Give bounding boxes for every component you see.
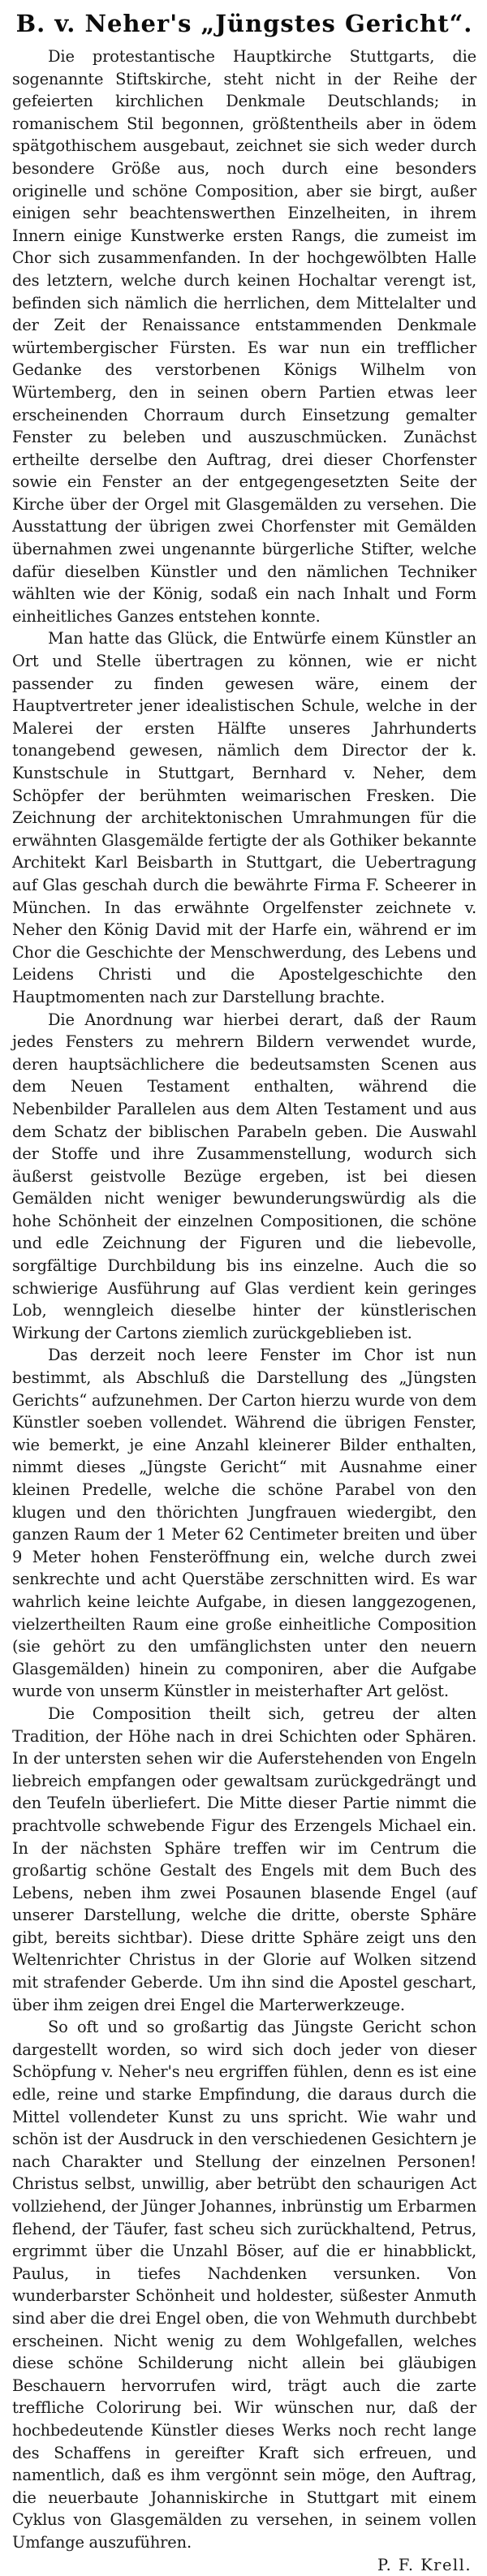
article-paragraph-2: Man hatte das Glück, die Entwürfe einem Künstler an Ort und Stelle übertragen zu können, wie er nicht passender zu finden gewesen wäre, einem der Hauptvertreter jener idealistischen Schule, welche in der Malerei der ersten Hälfte unseres Jahrhunderts tonangebend gewesen, nämlich dem Director der k. Kunstschule in Stuttgart, Bernhard v. Neher, dem Schöpfer der berühmten weimarischen Fresken. Die Zeichnung der architektonischen Umrahmungen für die erwähnten Glasgemälde fertigte der als Gothiker bekannte Architekt Karl Beisbarth in Stuttgart, die Uebertragung auf Glas geschah durch die bewährte Firma F. Scheerer in München. In das erwähnte Orgelfenster zeichnete v. Neher den König David mit der Harfe ein, während er im Chor die Geschichte der Menschwerdung, des Lebens und Leidens Christi und die Apostelgeschichte den Hauptmomenten nach zur Darstellung brachte. <box>12 627 476 1008</box>
article-paragraph-3: Die Anordnung war hierbei derart, daß der Raum jedes Fensters zu mehrern Bildern verwendet wurde, deren hauptsächlichere die bedeutsamsten Scenen aus dem Neuen Testament enthalten, während die Nebenbilder Parallelen aus dem Alten Testament und aus dem Schatz der biblischen Parabeln geben. Die Auswahl der Stoffe und ihre Zusammenstellung, wodurch sich äußerst geistvolle Bezüge ergeben, ist bei diesen Gemälden nicht weniger bewunderungswürdig als die hohe Schönheit der einzelnen Compositionen, die schöne und edle Zeichnung der Figuren und die liebevolle, sorgfältige Durchbildung bis ins einzelne. Auch die so schwierige Ausführung auf Glas verdient kein geringes Lob, wenngleich dieselbe hinter der künstlerischen Wirkung der Cartons ziemlich zurückgeblieben ist. <box>12 1009 476 1345</box>
article-paragraph-5: Die Composition theilt sich, getreu der alten Tradition, der Höhe nach in drei Schichten oder Sphären. In der untersten sehen wir die Auferstehenden von Engeln liebreich empfangen oder gewaltsam zurückgedrängt und den Teufeln überliefert. Die Mitte dieser Partie nimmt die prachtvolle schwebende Figur des Erzengels Michael ein. In der nächsten Sphäre treffen wir im Centrum die großartig schöne Gestalt des Engels mit dem Buch des Lebens, neben ihm zwei Posaunen blasende Engel (auf unserer Darstellung, welche die dritte, oberste Sphäre gibt, bereits sichtbar). Diese dritte Sphäre zeigt uns den Weltenrichter Christus in der Glorie auf Wolken sitzend mit strafender Geberde. Um ihn sind die Apostel geschart, über ihm zeigen drei Engel die Marterwerkzeuge. <box>12 1703 476 2016</box>
author-signature: P. F. Krell. <box>12 2554 476 2576</box>
article-title: B. v. Neher's „Jüngstes Gericht“. <box>12 10 476 37</box>
article-paragraph-1: Die protestantische Hauptkirche Stuttgarts, die sogenannte Stiftskirche, steht nicht in der Reihe der gefeierten kirchlichen Denkmale Deutschlands; in romanischem Stil begonnen, größtentheils aber in ödem spätgothischem ausgebaut, zeichnet sie sich weder durch besondere Größe aus, noch durch eine besonders originelle und schöne Composition, aber sie birgt, außer einigen sehr beachtenswerthen Einzelheiten, in ihrem Innern einige Kunstwerke ersten Rangs, die zumeist im Chor sich zusammenfanden. In der hochgewölbten Halle des letztern, welche durch keinen Hochaltar verengt ist, befinden sich nämlich die herrlichen, dem Mittelalter und der Zeit der Renaissance entstammenden Denkmale würtembergischer Fürsten. Es war nun ein trefflicher Gedanke des verstorbenen Königs Wilhelm von Würtemberg, den in seinen obern Partien etwas leer erscheinenden Chorraum durch Einsetzung gemalter Fenster zu beleben und auszuschmücken. Zunächst ertheilte derselbe den Auftrag, drei dieser Chorfenster sowie ein Fenster an der entgegengesetzten Seite der Kirche über der Orgel mit Glasgemälden zu versehen. Die Ausstattung der übrigen zwei Chorfenster mit Gemälden übernahmen zwei ungenannte bürgerliche Stifter, welche dafür dieselben Künstler und den nämlichen Techniker wählten wie der König, sodaß ein nach Inhalt und Form einheitliches Ganzes entstehen konnte. <box>12 45 476 627</box>
article-paragraph-4: Das derzeit noch leere Fenster im Chor ist nun bestimmt, als Abschluß die Darstellung des „Jüngsten Gerichts“ aufzunehmen. Der Carton hierzu wurde von dem Künstler soeben vollendet. Während die übrigen Fenster, wie bemerkt, je eine Anzahl kleinerer Bilder enthalten, nimmt dieses „Jüngste Gericht“ mit Ausnahme einer kleinen Predelle, welche die schöne Parabel von den klugen und den thörichten Jungfrauen wiedergibt, den ganzen Raum der 1 Meter 62 Centimeter breiten und über 9 Meter hohen Fensteröffnung ein, welche durch zwei senkrechte und acht Querstäbe zerschnitten wird. Es war wahrlich keine leichte Aufgabe, in diesen langgezogenen, vielzertheilten Raum eine große einheitliche Composition (sie gehört zu den umfänglichsten unter den neuern Glasgemälden) hinein zu componiren, aber die Aufgabe wurde von unserm Künstler in meisterhafter Art gelöst. <box>12 1344 476 1703</box>
article-paragraph-6: So oft und so großartig das Jüngste Gericht schon dargestellt worden, so wird sich doch jeder von dieser Schöpfung v. Neher's neu ergriffen fühlen, denn es ist eine edle, reine und starke Empfindung, die daraus durch die Mittel vollendeter Kunst zu uns spricht. Wie wahr und schön ist der Ausdruck in den verschiedenen Gesichtern je nach Charakter und Stellung der einzelnen Personen! Christus selbst, unwillig, aber betrübt den schaurigen Act vollziehend, der Jünger Johannes, inbrünstig um Erbarmen flehend, der Täufer, fast scheu sich zurückhaltend, Petrus, ergrimmt über die Unzahl Böser, auf die er hinabblickt, Paulus, in tiefes Nachdenken versunken. Von wunderbarster Schönheit und holdester, süßester Anmuth sind aber die drei Engel oben, die von Wehmuth durchbebt erscheinen. Nicht wenig zu dem Wohlgefallen, welches diese schöne Schilderung nicht allein bei gläubigen Beschauern hervorrufen wird, trägt auch die zarte treffliche Colorirung bei. Wir wünschen nur, daß der hochbedeutende Künstler dieses Werks noch recht lange des Schaffens in gereifter Kraft sich erfreuen, und namentlich, daß es ihm vergönnt sein möge, den Auftrag, die neuerbaute Johanniskirche in Stuttgart mit einem Cyklus von Glasgemälden zu versehen, in seinem vollen Umfange auszuführen. <box>12 2016 476 2553</box>
